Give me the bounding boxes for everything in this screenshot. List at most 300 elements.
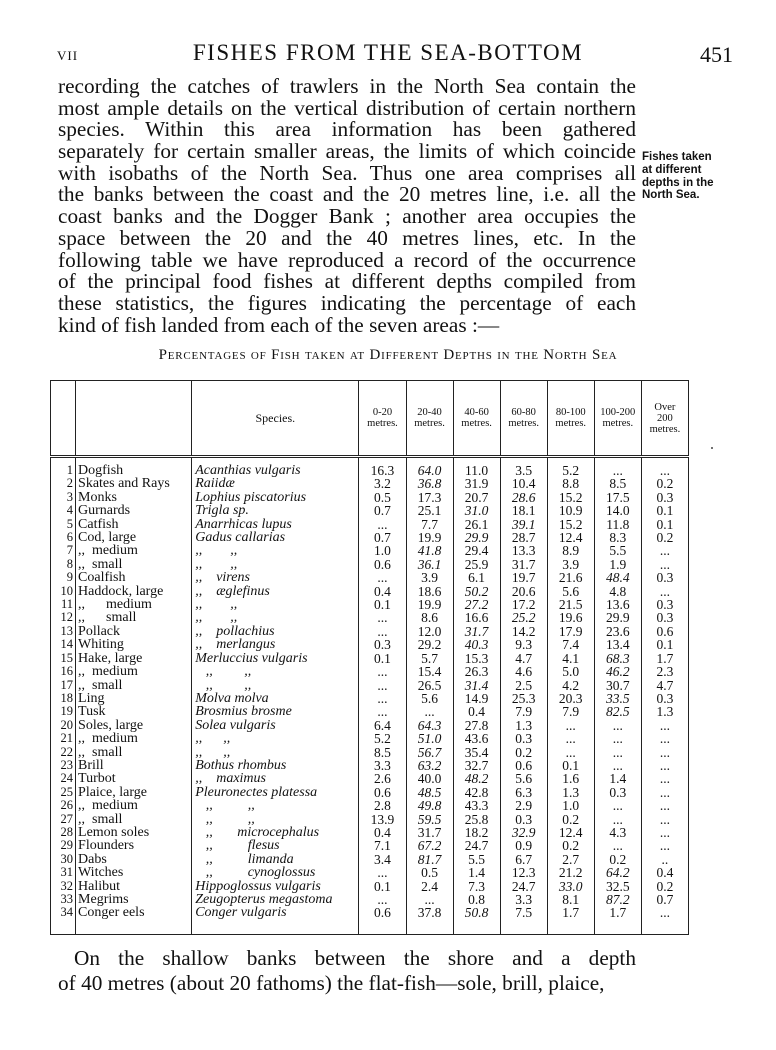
depth-value	[594, 880, 641, 893]
depth-value	[641, 491, 688, 504]
depth-value	[406, 491, 453, 504]
depth-value	[500, 853, 547, 866]
value-text: 0.4	[374, 583, 391, 599]
depth-value	[594, 799, 641, 812]
value-text: ...	[377, 610, 388, 626]
depth-value	[594, 786, 641, 799]
depth-value	[594, 611, 641, 624]
depth-value	[359, 880, 406, 893]
depth-value	[453, 652, 500, 665]
depth-value	[500, 491, 547, 504]
value-text: 87.2	[605, 892, 630, 907]
depth-value	[359, 759, 406, 772]
empty-cell	[359, 920, 406, 935]
depth-value	[453, 906, 500, 919]
body-line: following table we have reproduced a record of the occurrence	[58, 247, 636, 272]
depth-value	[453, 504, 500, 517]
value-text: 46.2	[605, 664, 630, 680]
species-name: ,, ,,	[192, 813, 359, 826]
depth-value	[641, 611, 688, 624]
value-text: 7.7	[421, 516, 438, 532]
value-text: 0.4	[374, 824, 391, 840]
depth-value	[500, 598, 547, 611]
value-text: 1.4	[468, 865, 486, 881]
depth-value	[500, 813, 547, 826]
depth-value	[359, 772, 406, 785]
depth-value	[453, 826, 500, 839]
body-line: with isobaths of the North Sea. Thus one area comprises all	[58, 160, 636, 185]
value-text: 31.0	[464, 503, 489, 519]
depth-value	[547, 719, 594, 732]
depth-value	[641, 906, 688, 919]
table-row	[51, 839, 689, 852]
table-row	[51, 880, 689, 893]
table-row	[51, 719, 689, 732]
value-text: 1.3	[562, 784, 580, 800]
value-text: 50.8	[464, 905, 489, 921]
value-text: 29.2	[417, 637, 442, 653]
depth-value	[500, 893, 547, 906]
header-name	[76, 381, 192, 457]
row-number: 2	[51, 477, 76, 490]
value-text: 2.8	[374, 798, 391, 814]
depth-value	[453, 705, 500, 718]
species-name: ,, æglefinus	[192, 585, 359, 598]
bottom-line: of 40 metres (about 20 fathoms) the flat-fish—sole, brill, plaice,	[58, 971, 605, 995]
chapter-number: VII	[57, 48, 79, 63]
running-header	[0, 40, 776, 70]
species-name: ,, microcephalus	[192, 826, 359, 839]
bottom-line: On the shallow banks between the shore and a depth	[74, 946, 636, 970]
value-text: 15.3	[464, 650, 489, 666]
value-text: 0.5	[421, 865, 438, 881]
value-text: 3.5	[515, 463, 533, 478]
row-number: 19	[51, 705, 76, 718]
species-name: ,, maximus	[192, 772, 359, 785]
value-text: 29.9	[605, 610, 630, 626]
depth-value	[547, 732, 594, 745]
value-text: 0.8	[468, 892, 486, 907]
depth-value	[594, 652, 641, 665]
value-text: 26.3	[464, 664, 489, 680]
row-number: 18	[51, 692, 76, 705]
depth-value	[594, 732, 641, 745]
depth-value	[453, 625, 500, 638]
value-text: 4.2	[562, 677, 580, 693]
row-number: 24	[51, 772, 76, 785]
value-text: 19.9	[417, 530, 442, 546]
header-species: Species.	[192, 381, 359, 457]
depth-value	[641, 665, 688, 678]
depth-value	[453, 759, 500, 772]
value-text: 0.1	[374, 597, 391, 613]
depth-value	[359, 813, 406, 826]
value-text: 0.4	[468, 704, 486, 720]
value-text: 21.6	[558, 570, 583, 586]
row-number: 13	[51, 625, 76, 638]
empty-cell	[641, 920, 688, 935]
value-text: 0.3	[656, 690, 674, 706]
depth-value	[594, 491, 641, 504]
depth-value	[500, 531, 547, 544]
depth-value	[406, 786, 453, 799]
common-name: Whiting	[76, 638, 192, 651]
value-text: 50.2	[464, 583, 489, 599]
depth-value	[359, 625, 406, 638]
value-text: ...	[612, 811, 623, 827]
value-text: 51.0	[417, 731, 442, 747]
depth-value	[406, 880, 453, 893]
depth-value	[453, 611, 500, 624]
common-name: ,, medium	[76, 544, 192, 557]
header-depth-5	[594, 381, 641, 457]
row-number: 4	[51, 504, 76, 517]
value-text: 1.3	[515, 717, 533, 733]
value-text: 0.6	[515, 757, 533, 773]
depth-value	[500, 558, 547, 571]
common-name: ,, medium	[76, 732, 192, 745]
depth-value	[359, 558, 406, 571]
depth-value	[406, 625, 453, 638]
row-number: 27	[51, 813, 76, 826]
depth-value	[406, 772, 453, 785]
value-text: 40.0	[417, 771, 442, 787]
value-text: 17.2	[511, 597, 536, 613]
value-text: 0.2	[609, 851, 627, 867]
depth-value	[500, 839, 547, 852]
value-text: 10.9	[558, 503, 583, 519]
depth-value	[359, 746, 406, 759]
common-name: Skates and Rays	[76, 477, 192, 490]
depth-value	[453, 880, 500, 893]
value-text: 6.7	[515, 851, 533, 867]
value-text: 25.2	[511, 610, 536, 626]
species-name: ,, ,,	[192, 732, 359, 745]
depth-value	[500, 746, 547, 759]
value-text: 0.2	[656, 530, 674, 546]
value-text: 7.1	[374, 838, 391, 854]
value-text: 5.2	[374, 731, 391, 747]
table-row	[51, 853, 689, 866]
row-number: 31	[51, 866, 76, 879]
value-text: 3.2	[374, 476, 391, 492]
common-name: Plaice, large	[76, 786, 192, 799]
value-text: 17.3	[417, 489, 442, 505]
depth-value	[500, 504, 547, 517]
depth-value	[359, 893, 406, 906]
species-name: ,, ,,	[192, 746, 359, 759]
value-text: 26.5	[417, 677, 442, 693]
depth-value	[641, 477, 688, 490]
depth-value	[453, 719, 500, 732]
depth-value	[406, 813, 453, 826]
value-text: 12.4	[558, 530, 583, 546]
species-name: Trigla sp.	[192, 504, 359, 517]
depth-value	[453, 746, 500, 759]
depth-value	[594, 531, 641, 544]
depth-value	[406, 585, 453, 598]
depth-value	[547, 477, 594, 490]
table-row	[51, 692, 689, 705]
species-name: ,, ,,	[192, 598, 359, 611]
depth-value	[453, 692, 500, 705]
value-text: ...	[659, 757, 670, 773]
table-row	[51, 625, 689, 638]
header-depth-2	[453, 381, 500, 457]
value-text: ...	[659, 784, 670, 800]
depth-value	[406, 679, 453, 692]
depth-value	[641, 705, 688, 718]
depth-value	[547, 665, 594, 678]
depth-value	[359, 585, 406, 598]
depth-value	[453, 531, 500, 544]
table-row	[51, 906, 689, 919]
depth-value	[359, 491, 406, 504]
row-number: 16	[51, 665, 76, 678]
value-text: 8.8	[562, 476, 580, 492]
value-text: ...	[424, 704, 435, 720]
depth-value	[641, 558, 688, 571]
depth-value	[453, 638, 500, 651]
value-text: ..	[661, 851, 669, 867]
value-text: 6.1	[468, 570, 486, 586]
depth-value	[500, 571, 547, 584]
depth-value	[594, 719, 641, 732]
value-text: ...	[612, 463, 623, 478]
depth-value	[406, 477, 453, 490]
common-name: Brill	[76, 759, 192, 772]
body-line: the banks between the coast and the 20 metres line, i.e. all the	[58, 182, 636, 207]
body-line: most ample details on the vertical distribution of certain northern	[58, 95, 636, 120]
value-text: 0.1	[656, 516, 674, 532]
depth-value	[594, 906, 641, 919]
depth-value	[359, 638, 406, 651]
value-text: 40.3	[464, 637, 489, 653]
value-text: 64.2	[605, 865, 630, 881]
depth-value	[359, 531, 406, 544]
value-text: 36.1	[417, 556, 442, 572]
depth-value	[547, 518, 594, 531]
value-text: ...	[377, 664, 388, 680]
table-row	[51, 826, 689, 839]
body-paragraph	[58, 76, 636, 336]
depth-value	[594, 558, 641, 571]
value-text: 5.5	[609, 543, 627, 559]
value-text: ...	[612, 744, 623, 760]
row-number: 17	[51, 679, 76, 692]
value-text: 3.3	[515, 892, 533, 907]
depth-value	[453, 585, 500, 598]
empty-cell	[453, 920, 500, 935]
value-text: 1.0	[374, 543, 391, 559]
depth-value	[641, 786, 688, 799]
common-name: Soles, large	[76, 719, 192, 732]
header-depth-3	[500, 381, 547, 457]
value-text: 33.5	[605, 690, 630, 706]
depth-value	[641, 544, 688, 557]
value-text: 0.3	[374, 637, 391, 653]
species-name: Hippoglossus vulgaris	[192, 880, 359, 893]
value-text: 5.0	[562, 664, 580, 680]
common-name: Monks	[76, 491, 192, 504]
value-text: ...	[377, 623, 388, 639]
depth-value	[359, 457, 406, 478]
value-text: 0.6	[656, 623, 674, 639]
depth-value	[500, 786, 547, 799]
depth-value	[641, 866, 688, 879]
depth-value	[406, 866, 453, 879]
value-text: 68.3	[605, 650, 630, 666]
depth-value	[594, 504, 641, 517]
value-text: 20.6	[511, 583, 536, 599]
value-text: 18.6	[417, 583, 442, 599]
value-text: 2.3	[656, 664, 674, 680]
depth-value	[547, 544, 594, 557]
table-row	[51, 813, 689, 826]
depth-value	[547, 880, 594, 893]
value-text: ...	[659, 583, 670, 599]
value-text: 19.9	[417, 597, 442, 613]
value-text: 0.2	[562, 811, 580, 827]
value-text: 0.3	[656, 597, 674, 613]
value-text: 24.7	[464, 838, 489, 854]
empty-cell	[192, 920, 359, 935]
value-text: 21.5	[558, 597, 583, 613]
common-name: ,, medium	[76, 598, 192, 611]
species-name: Bothus rhombus	[192, 759, 359, 772]
value-text: 0.1	[562, 757, 580, 773]
depth-value	[547, 598, 594, 611]
depth-value	[406, 638, 453, 651]
common-name: ,, small	[76, 611, 192, 624]
row-number: 12	[51, 611, 76, 624]
value-text: 27.8	[464, 717, 489, 733]
depth-value	[406, 692, 453, 705]
value-text: ...	[659, 811, 670, 827]
table-row	[51, 504, 689, 517]
value-text: 20.3	[558, 690, 583, 706]
depth-value	[641, 799, 688, 812]
value-text: 23.6	[605, 623, 630, 639]
value-text: 3.9	[562, 556, 580, 572]
depth-value	[359, 518, 406, 531]
value-text: 63.2	[417, 757, 442, 773]
common-name: Megrims	[76, 893, 192, 906]
depth-value	[359, 504, 406, 517]
species-name: ,, merlangus	[192, 638, 359, 651]
species-name: ,, cynoglossus	[192, 866, 359, 879]
depth-value	[547, 457, 594, 478]
value-text: 29.9	[464, 530, 489, 546]
depth-value	[406, 839, 453, 852]
species-name: ,, ,,	[192, 558, 359, 571]
value-text: 1.7	[609, 905, 627, 921]
depth-value	[406, 906, 453, 919]
value-text: 25.8	[464, 811, 489, 827]
value-text: 64.0	[417, 463, 442, 478]
value-text: ...	[659, 463, 670, 478]
depth-value	[594, 853, 641, 866]
depth-value	[594, 759, 641, 772]
value-text: 14.9	[464, 690, 489, 706]
depth-value	[406, 732, 453, 745]
value-text: ...	[659, 731, 670, 747]
value-text: 14.2	[511, 623, 536, 639]
value-text: 31.7	[464, 623, 489, 639]
table-row	[51, 638, 689, 651]
species-name: ,, ,,	[192, 679, 359, 692]
table-row	[51, 457, 689, 478]
value-text: 12.3	[511, 865, 536, 881]
header-depth-6	[641, 381, 688, 457]
depth-value	[547, 625, 594, 638]
value-text: 31.4	[464, 677, 489, 693]
common-name: Tusk	[76, 705, 192, 718]
depth-value	[547, 679, 594, 692]
depth-value	[594, 518, 641, 531]
value-text: 5.2	[562, 463, 580, 478]
value-text: 48.5	[417, 784, 442, 800]
depth-value	[594, 477, 641, 490]
table-row	[51, 732, 689, 745]
depth-value	[359, 799, 406, 812]
header-depth-text: 20-40	[417, 407, 442, 418]
body-line: separately for certain smaller areas, the limits of which coincide	[58, 139, 636, 164]
value-text: 15.2	[558, 516, 583, 532]
row-number: 10	[51, 585, 76, 598]
empty-cell	[500, 920, 547, 935]
value-text: 7.5	[515, 905, 533, 921]
depth-value	[547, 813, 594, 826]
depth-value	[547, 853, 594, 866]
value-text: 2.9	[515, 798, 533, 814]
depth-value	[641, 839, 688, 852]
value-text: ...	[377, 892, 388, 907]
common-name: Pollack	[76, 625, 192, 638]
species-name: Anarrhicas lupus	[192, 518, 359, 531]
depth-value	[641, 504, 688, 517]
value-text: 8.6	[421, 610, 438, 626]
value-text: 0.7	[656, 892, 674, 907]
value-text: 5.5	[468, 851, 486, 867]
common-name: ,, small	[76, 558, 192, 571]
depth-value	[547, 558, 594, 571]
value-text: ...	[377, 690, 388, 706]
row-number: 14	[51, 638, 76, 651]
depth-value	[594, 585, 641, 598]
table-row	[51, 705, 689, 718]
bottom-paragraph	[58, 946, 636, 996]
value-text: 8.5	[374, 744, 391, 760]
common-name: Dogfish	[76, 457, 192, 478]
header-depth-1	[406, 381, 453, 457]
depth-value	[406, 893, 453, 906]
depth-value	[500, 826, 547, 839]
row-number: 11	[51, 598, 76, 611]
value-text: 13.4	[605, 637, 630, 653]
header-depth-text: 80-100	[555, 407, 586, 418]
row-number: 23	[51, 759, 76, 772]
value-text: 16.6	[464, 610, 489, 626]
value-text: 8.1	[562, 892, 580, 907]
value-text: 13.6	[605, 597, 630, 613]
value-text: 5.6	[562, 583, 580, 599]
species-name: Acanthias vulgaris	[192, 457, 359, 478]
depth-value	[500, 732, 547, 745]
table-row	[51, 531, 689, 544]
depth-value	[547, 786, 594, 799]
depth-value	[547, 839, 594, 852]
